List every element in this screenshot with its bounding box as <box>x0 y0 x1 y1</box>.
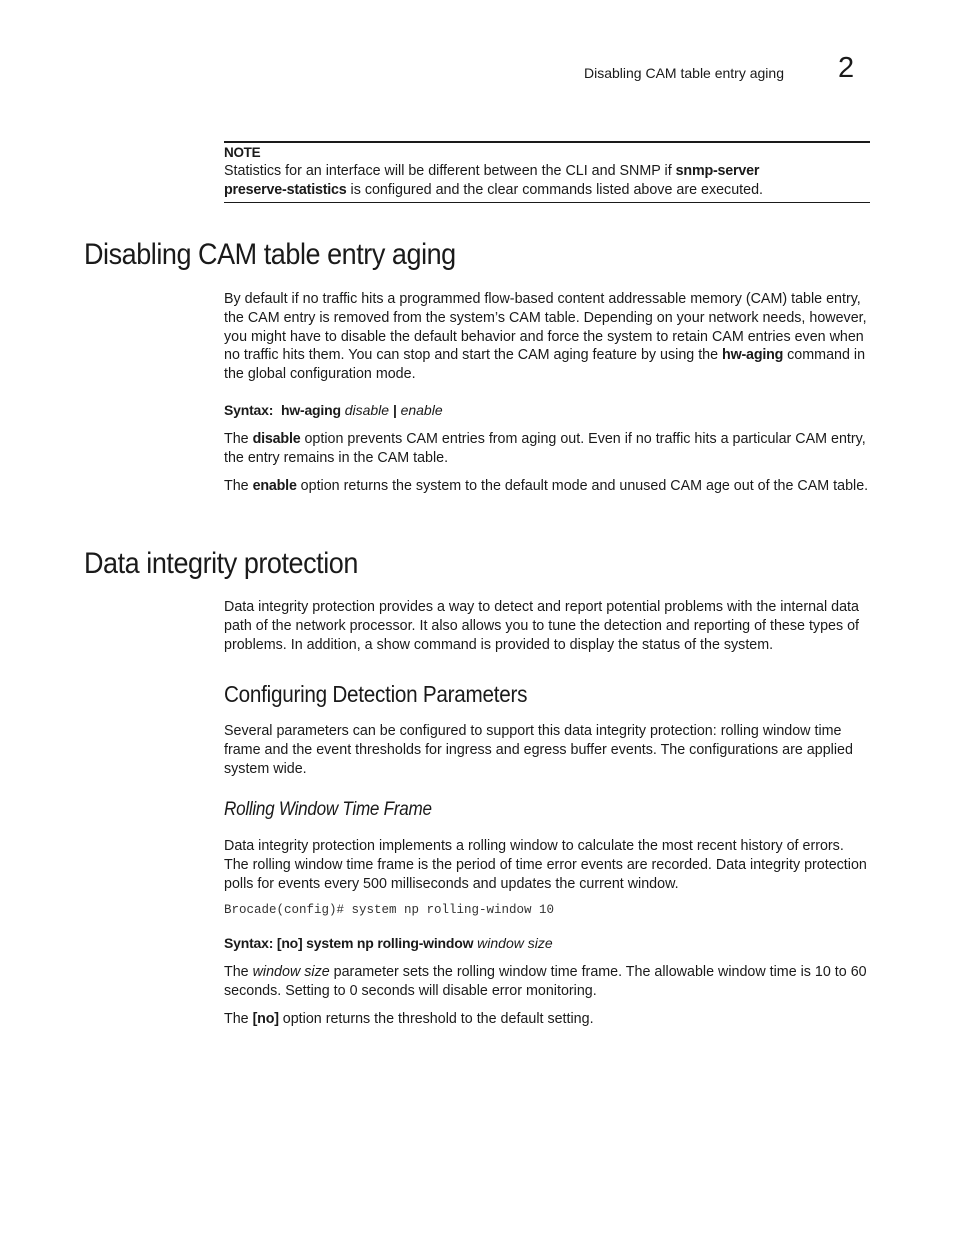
section-heading-dip: Data integrity protection <box>84 547 358 580</box>
chapter-number: 2 <box>838 52 855 84</box>
code-example: Brocade(config)# system np rolling-window 10 <box>224 903 555 917</box>
inline-command: hw-aging <box>722 347 784 364</box>
note-text <box>224 162 872 200</box>
note-text-part: is configured and the clear commands listed above are executed. <box>346 181 764 198</box>
cam-syntax-line <box>224 402 443 418</box>
syntax-command: Syntax: [no] system np rolling-window <box>224 935 474 951</box>
cam-paragraph-3 <box>224 477 872 496</box>
dip-paragraph-5 <box>224 1010 872 1029</box>
inline-keyword: [no] <box>252 1011 279 1027</box>
dip-paragraph-3: Data integrity protection implements a rolling window to calculate the most recent history of errors. The rolling window time frame is the period of time error events are recorded. Data integrity protection polls for events every 500 milliseconds and updates the current window. <box>224 838 867 892</box>
dip-paragraph-1: Data integrity protection provides a way to detect and report potential problems with the internal data path of the network processor. It also allows you to tune the detection and reporting of these types of problems. In addition, a show command is provided to display the status of the system. <box>224 599 860 653</box>
syntax-argument: window size <box>477 935 553 951</box>
cam-paragraph-1 <box>224 290 872 384</box>
dip-syntax-line <box>224 935 553 951</box>
paragraph-text: option returns the system to the default mode and unused CAM age out of the CAM table. <box>296 478 869 494</box>
syntax-command: hw-aging <box>280 402 341 418</box>
dip-paragraph-4 <box>224 963 872 1001</box>
note-command: preserve-statistics <box>224 181 347 198</box>
inline-keyword: disable <box>252 431 301 447</box>
syntax-label: Syntax: <box>224 402 274 418</box>
paragraph-text: option returns the threshold to the default setting. <box>278 1011 594 1027</box>
note-text-part: Statistics for an interface will be different between the CLI and SNMP if <box>224 163 676 179</box>
dip-paragraph-2: Several parameters can be configured to support this data integrity protection: rolling window time frame and the event thresholds for ingress and egress buffer events. The configurations are applied system wide. <box>224 723 853 777</box>
subsection-heading: Configuring Detection Parameters <box>224 681 528 707</box>
syntax-option: enable <box>400 402 443 418</box>
subsubsection-heading: Rolling Window Time Frame <box>224 799 432 820</box>
paragraph-text: The <box>224 1011 253 1027</box>
running-header-title: Disabling CAM table entry aging <box>584 65 784 81</box>
note-command: snmp-server <box>675 163 760 179</box>
paragraph-text: By default if no traffic hits a programmed flow-based content addressable memory (CAM) table entry, the CAM entry is removed from the system’s CAM table. Depending on your network needs, however, you might have to disable the default behavior and force the system to retain CAM entries even when no traffic hits them. You can stop and start the CAM aging feature by using the <box>224 291 867 364</box>
note-label: NOTE <box>224 145 261 160</box>
paragraph-text: The <box>224 964 253 980</box>
paragraph-text: parameter sets the rolling window time frame. The allowable window time is 10 to 60 seconds. Setting to 0 seconds will disable error monitoring. <box>224 964 867 999</box>
cam-paragraph-2 <box>224 430 872 468</box>
inline-keyword: enable <box>252 478 297 494</box>
syntax-separator: | <box>392 402 397 418</box>
inline-argument: window size <box>252 964 330 980</box>
syntax-option: disable <box>344 402 390 418</box>
paragraph-text: The <box>224 478 253 494</box>
section-heading-cam: Disabling CAM table entry aging <box>84 238 456 271</box>
paragraph-text: command in the global configuration mode. <box>224 347 866 383</box>
paragraph-text: option prevents CAM entries from aging out. Even if no traffic hits a particular CAM entry, the entry remains in the CAM table. <box>224 431 866 466</box>
paragraph-text: The <box>224 431 253 447</box>
